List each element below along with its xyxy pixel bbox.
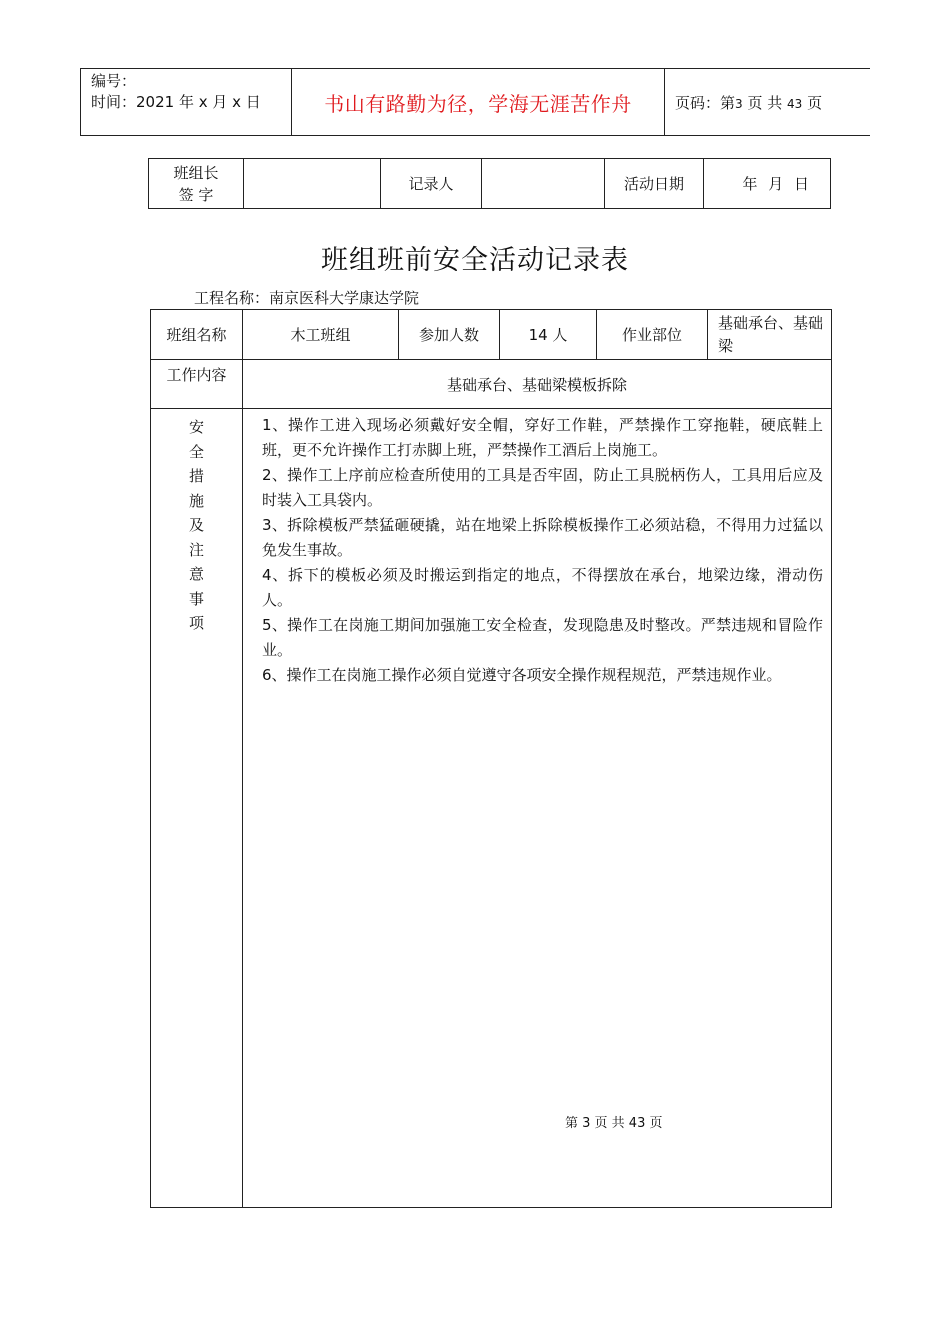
header-meta-cell [81, 69, 292, 136]
work-content-value: 基础承台、基础梁模板拆除 [243, 360, 832, 409]
safety-item: 6、操作工在岗施工操作必须自觉遵守各项安全操作规程规范，严禁违规作业。 [262, 666, 782, 684]
page-suffix: 页 [807, 93, 823, 112]
safety-items [243, 409, 832, 1208]
signature-table [148, 158, 831, 209]
page-total: 43 [787, 96, 803, 111]
leader-signature-field[interactable] [244, 159, 381, 209]
activity-date-field[interactable]: 年 月 日 [704, 159, 831, 209]
page-title: 班组班前安全活动记录表 [321, 245, 629, 276]
page-footer: 第 3 页 共 43 页 [565, 1116, 663, 1131]
safety-item: 1、操作工进入现场必须戴好安全帽，穿好工作鞋，严禁操作工穿拖鞋，硬底鞋上班，更不允许操作工打赤脚上班，严禁操作工酒后上岗施工。 [262, 416, 823, 459]
page-prefix: 页码：第 [675, 93, 736, 112]
page-mid: 页 共 [747, 93, 783, 112]
safety-label-char: 事 [188, 589, 204, 608]
location-label: 作业部位 [597, 310, 708, 360]
safety-row [151, 409, 832, 1208]
work-content-row [151, 360, 832, 409]
motto: 书山有路勤为径，学海无涯苦作舟 [292, 69, 665, 136]
safety-item: 4、拆下的模板必须及时搬运到指定的地点，不得摆放在承台，地梁边缘，滑动伤人。 [262, 566, 823, 609]
safety-label [151, 409, 243, 1208]
safety-label-char: 意 [188, 565, 204, 583]
leader-label-line1: 班组长 [173, 163, 219, 182]
safety-label-char: 全 [188, 442, 204, 461]
participants-value: 14 人 [500, 310, 597, 360]
recorder-label: 记录人 [381, 159, 482, 209]
safety-label-char: 安 [188, 418, 204, 436]
recorder-field[interactable] [482, 159, 605, 209]
record-table [150, 309, 832, 1208]
participants-label: 参加人数 [399, 310, 500, 360]
team-name-value: 木工班组 [243, 310, 399, 360]
work-content-label: 工作内容 [151, 360, 243, 409]
safety-label-char: 及 [188, 516, 204, 534]
team-info-row [151, 310, 832, 360]
safety-label-char: 措 [188, 467, 204, 485]
safety-label-char: 项 [188, 614, 204, 632]
safety-item: 2、操作工上序前应检查所使用的工具是否牢固，防止工具脱柄伤人，工具用后应及时装入工具袋内。 [262, 466, 823, 509]
activity-date-label: 活动日期 [605, 159, 704, 209]
project-name: 工程名称：南京医科大学康达学院 [194, 289, 420, 307]
page-indicator [665, 69, 871, 136]
safety-item: 3、拆除模板严禁猛砸硬撬，站在地梁上拆除模板操作工必须站稳，不得用力过猛以免发生事故。 [262, 516, 823, 559]
location-value: 基础承台、基础梁 [708, 310, 832, 360]
number-label: 编号： [91, 72, 137, 90]
safety-label-char: 施 [188, 491, 204, 510]
time-label: 时间：2021 年 x 月 x 日 [91, 93, 261, 111]
header-table [80, 68, 870, 136]
team-name-label: 班组名称 [151, 310, 243, 360]
safety-label-char: 注 [188, 540, 204, 559]
leader-label [149, 159, 244, 209]
leader-label-line2: 签 字 [178, 185, 214, 204]
page-current: 3 [735, 96, 743, 111]
safety-item: 5、操作工在岗施工期间加强施工安全检查，发现隐患及时整改。严禁违规和冒险作业。 [262, 616, 823, 659]
